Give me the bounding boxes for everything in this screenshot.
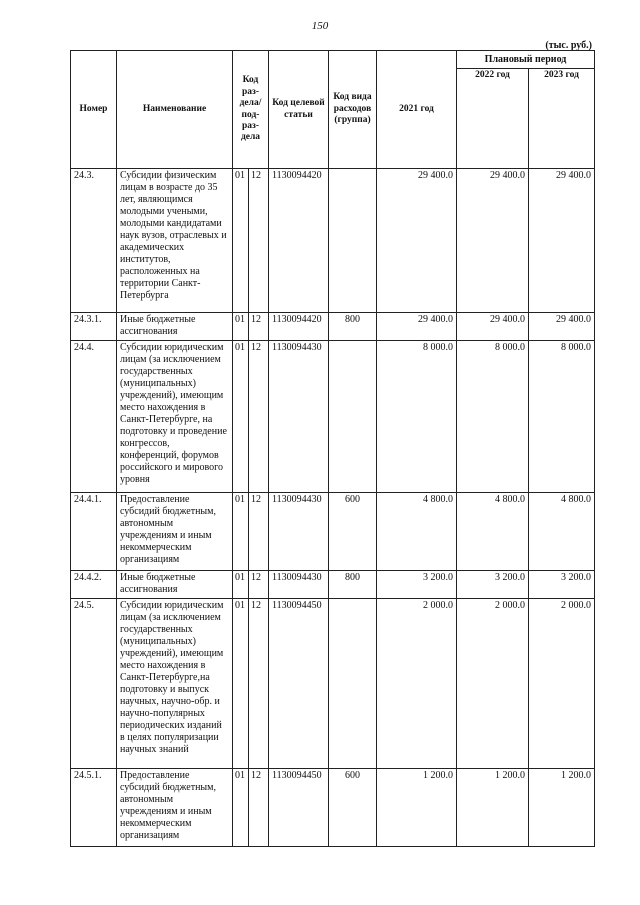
row-expense-type bbox=[329, 169, 377, 313]
row-number: 24.3. bbox=[71, 169, 117, 313]
row-target: 1130094420 bbox=[269, 169, 329, 313]
row-2021: 29 400.0 bbox=[377, 313, 457, 341]
row-number: 24.4.1. bbox=[71, 493, 117, 571]
row-name: Предоставление субсидий бюджетным, автономным учреждениям и иным некоммерческим организациям bbox=[117, 493, 233, 571]
units-label: (тыс. руб.) bbox=[545, 40, 592, 51]
header-expense-type: Код вида расходов (группа) bbox=[329, 51, 377, 169]
row-2022: 3 200.0 bbox=[457, 571, 529, 599]
row-target: 1130094430 bbox=[269, 341, 329, 493]
table-row bbox=[71, 493, 595, 571]
row-number: 24.5. bbox=[71, 599, 117, 769]
header-section: Код раз-дела/ под-раз-дела bbox=[233, 51, 269, 169]
row-2021: 1 200.0 bbox=[377, 769, 457, 847]
budget-table bbox=[70, 50, 595, 847]
row-subsection: 12 bbox=[249, 769, 269, 847]
header-target: Код целевой статьи bbox=[269, 51, 329, 169]
row-section: 01 bbox=[233, 599, 249, 769]
row-section: 01 bbox=[233, 769, 249, 847]
table-row bbox=[71, 169, 595, 313]
row-name: Иные бюджетные ассигнования bbox=[117, 571, 233, 599]
row-name: Субсидии юридическим лицам (за исключением государственных (муниципальных) учреждений), имеющим место нахождения в Санкт-Петербурге,на подготовку и выпуск научных, научно-обр. и научно-популярных периодических изданий в целях популяризации научных знаний bbox=[117, 599, 233, 769]
row-target: 1130094420 bbox=[269, 313, 329, 341]
row-subsection: 12 bbox=[249, 169, 269, 313]
row-2023: 1 200.0 bbox=[529, 769, 595, 847]
header-name: Наименование bbox=[117, 51, 233, 169]
row-2021: 8 000.0 bbox=[377, 341, 457, 493]
row-expense-type bbox=[329, 599, 377, 769]
table-row bbox=[71, 599, 595, 769]
row-expense-type: 600 bbox=[329, 769, 377, 847]
header-2022: 2022 год bbox=[457, 69, 529, 169]
row-2022: 29 400.0 bbox=[457, 313, 529, 341]
row-number: 24.5.1. bbox=[71, 769, 117, 847]
row-target: 1130094430 bbox=[269, 493, 329, 571]
row-target: 1130094450 bbox=[269, 599, 329, 769]
row-section: 01 bbox=[233, 493, 249, 571]
row-expense-type: 600 bbox=[329, 493, 377, 571]
row-section: 01 bbox=[233, 341, 249, 493]
row-2022: 29 400.0 bbox=[457, 169, 529, 313]
row-2023: 29 400.0 bbox=[529, 169, 595, 313]
row-subsection: 12 bbox=[249, 571, 269, 599]
table-row bbox=[71, 571, 595, 599]
row-name: Предоставление субсидий бюджетным, автономным учреждениям и иным некоммерческим организациям bbox=[117, 769, 233, 847]
row-name: Иные бюджетные ассигнования bbox=[117, 313, 233, 341]
row-2022: 4 800.0 bbox=[457, 493, 529, 571]
header-plan-period: Плановый период bbox=[457, 51, 595, 69]
row-2021: 4 800.0 bbox=[377, 493, 457, 571]
row-2023: 8 000.0 bbox=[529, 341, 595, 493]
row-subsection: 12 bbox=[249, 313, 269, 341]
page-number: 150 bbox=[311, 20, 329, 32]
row-2021: 3 200.0 bbox=[377, 571, 457, 599]
header-number: Номер bbox=[71, 51, 117, 169]
row-2023: 3 200.0 bbox=[529, 571, 595, 599]
row-section: 01 bbox=[233, 313, 249, 341]
row-subsection: 12 bbox=[249, 493, 269, 571]
table-row bbox=[71, 313, 595, 341]
row-section: 01 bbox=[233, 169, 249, 313]
row-number: 24.3.1. bbox=[71, 313, 117, 341]
row-number: 24.4.2. bbox=[71, 571, 117, 599]
row-target: 1130094450 bbox=[269, 769, 329, 847]
row-2023: 29 400.0 bbox=[529, 313, 595, 341]
row-2022: 8 000.0 bbox=[457, 341, 529, 493]
row-subsection: 12 bbox=[249, 599, 269, 769]
row-target: 1130094430 bbox=[269, 571, 329, 599]
row-name: Субсидии юридическим лицам (за исключением государственных (муниципальных) учреждений), имеющим место нахождения в Санкт-Петербурге, на подготовку и проведение конгрессов, конференций, форумов российского и мирового уровня bbox=[117, 341, 233, 493]
row-2023: 4 800.0 bbox=[529, 493, 595, 571]
row-expense-type: 800 bbox=[329, 571, 377, 599]
row-2021: 29 400.0 bbox=[377, 169, 457, 313]
row-expense-type: 800 bbox=[329, 313, 377, 341]
row-number: 24.4. bbox=[71, 341, 117, 493]
row-2022: 2 000.0 bbox=[457, 599, 529, 769]
row-subsection: 12 bbox=[249, 341, 269, 493]
header-2023: 2023 год bbox=[529, 69, 595, 169]
table-row bbox=[71, 769, 595, 847]
row-2021: 2 000.0 bbox=[377, 599, 457, 769]
row-2023: 2 000.0 bbox=[529, 599, 595, 769]
header-2021: 2021 год bbox=[377, 51, 457, 169]
row-expense-type bbox=[329, 341, 377, 493]
row-section: 01 bbox=[233, 571, 249, 599]
row-name: Субсидии физическим лицам в возрасте до 35 лет, являющимся молодыми учеными, молодыми кандидатами наук вузов, отраслевых и академических институтов, расположенных на территории Санкт-Петербурга bbox=[117, 169, 233, 313]
table-row bbox=[71, 341, 595, 493]
row-2022: 1 200.0 bbox=[457, 769, 529, 847]
